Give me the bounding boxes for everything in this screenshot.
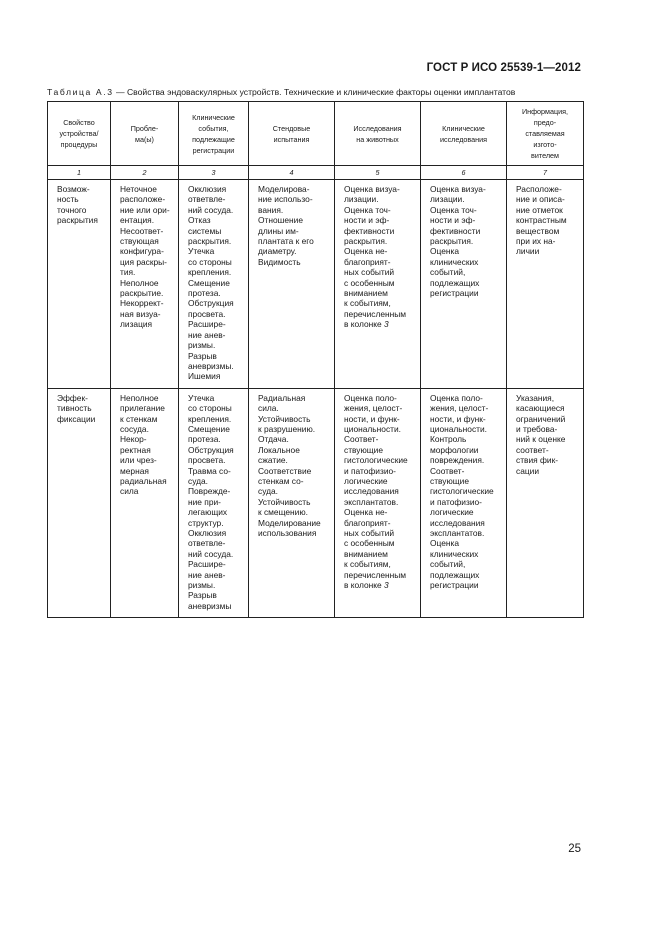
column-number: 3 <box>179 166 249 180</box>
table-cell <box>335 180 421 389</box>
table-cell <box>507 180 584 389</box>
header-property: Свойство устройства/ процедуры <box>48 102 111 166</box>
header-animal-studies: Исследования на животных <box>335 102 421 166</box>
cell-text-main: Оценка визуа- лизации. Оценка точ- ности и эф- фективности раскрытия. Оценка не- благоприят- ных событий с особенным вниманием к событиям, перечисленным в колонке <box>344 184 407 330</box>
table-caption-title: — Свойства эндоваскулярных устройств. Технические и клинические факторы оценки имплантатов <box>113 87 516 97</box>
column-reference: 3 <box>384 580 389 591</box>
cell-text: Неточное расположе- ние или ори- ентация. Несоответ- ствующая конфигура- ция раскры- тия. Неполное раскрытие. Некоррект- ная визуа- лизация <box>120 184 170 330</box>
column-number: 6 <box>421 166 507 180</box>
table-cell <box>335 388 421 618</box>
cell-text: Эффек- тивность фиксации <box>57 392 96 424</box>
table-cell <box>48 388 111 618</box>
header-bench-tests: Стендовые испытания <box>249 102 335 166</box>
table-cell <box>249 180 335 389</box>
header-clinical-events: Клинические события, подлежащие регистрации <box>179 102 249 166</box>
cell-text: Утечка со стороны крепления. Смещение протеза. Обструкция просвета. Травма со- суда. Повреждe- ние при- легающих структур. Окклюзия ответвле- ний сосуда. Расшире- ние анев- ризмы. Разрыв аневризмы <box>188 392 234 611</box>
cell-text: Моделирова- ние использо- вания. Отношение длины им- плантата к его диаметру. Видимость <box>258 184 314 267</box>
cell-text-main: Оценка поло- жения, целост- ности, и функ- циональности. Соответ- ствующие гистологические и патофизио- логические исследования эксплантатов. Оценка не- благоприят- ных событий с особенным вниманием к событиям, перечисленным в колонке <box>344 392 408 591</box>
header-manufacturer-info: Информация, предо- ставляемая изгото- вителем <box>507 102 584 166</box>
document-code: ГОСТ Р ИСО 25539-1—2012 <box>426 62 581 74</box>
table-caption <box>47 87 587 97</box>
table-cell <box>507 388 584 618</box>
table-header-row <box>48 102 584 166</box>
table-cell <box>48 180 111 389</box>
table-caption-prefix: Таблица А.3 <box>47 87 114 97</box>
column-number: 5 <box>335 166 421 180</box>
cell-text: Указания, касающиеся ограничений и требова- ний к оценке соответ- ствия фик- сации <box>516 392 566 476</box>
cell-text: Оценка визуа- лизации. Оценка точ- ности и эф- фективности раскрытия. Оценка клинических событий, подлежащих регистрации <box>430 184 486 299</box>
cell-text: Радиальная сила. Устойчивость к разрушению. Отдача. Локальное сжатие. Соответствие стенкам со- суда. Устойчивость к смещению. Моделирование использования <box>258 392 321 538</box>
column-number: 1 <box>48 166 111 180</box>
column-number: 4 <box>249 166 335 180</box>
table-cell <box>421 388 507 618</box>
cell-text: Оценка поло- жения, целост- ности, и функ- циональности. Контроль морфологии повреждения. Соответ- ствующие гистологические и патофизио- логические исследования эксплантатов. Оценка клинических событий, подлежащих регистрации <box>430 392 494 591</box>
table-row <box>48 388 584 618</box>
cell-text: Окклюзия ответвле- ний сосуда. Отказ системы раскрытия. Утечка со стороны крепления. Смещение протеза. Обструкция просвета. Расшире- ние анев- ризмы. Разрыв аневризмы. Ишемия <box>188 184 234 382</box>
column-number: 2 <box>111 166 179 180</box>
cell-text: Расположе- ние и описа- ние отметок контрастным веществом при их на- личии <box>516 184 567 257</box>
table-cell <box>179 180 249 389</box>
table-number-row <box>48 166 584 180</box>
page-number: 25 <box>568 843 581 855</box>
table-row <box>48 180 584 389</box>
table-cell <box>421 180 507 389</box>
column-reference: 3 <box>384 319 389 330</box>
table-cell <box>111 388 179 618</box>
cell-text: Возмож- ность точного раскрытия <box>57 184 98 226</box>
properties-table <box>47 101 584 618</box>
header-clinical-studies: Клинические исследования <box>421 102 507 166</box>
cell-text: Неполное прилегание к стенкам сосуда. Некор- ректная или чрез- мерная радиальная сила <box>120 392 167 497</box>
table-cell <box>179 388 249 618</box>
table-cell <box>249 388 335 618</box>
cell-text <box>344 393 417 591</box>
cell-text <box>344 184 417 330</box>
header-problems: Пробле- ма(ы) <box>111 102 179 166</box>
table-cell <box>111 180 179 389</box>
column-number: 7 <box>507 166 584 180</box>
